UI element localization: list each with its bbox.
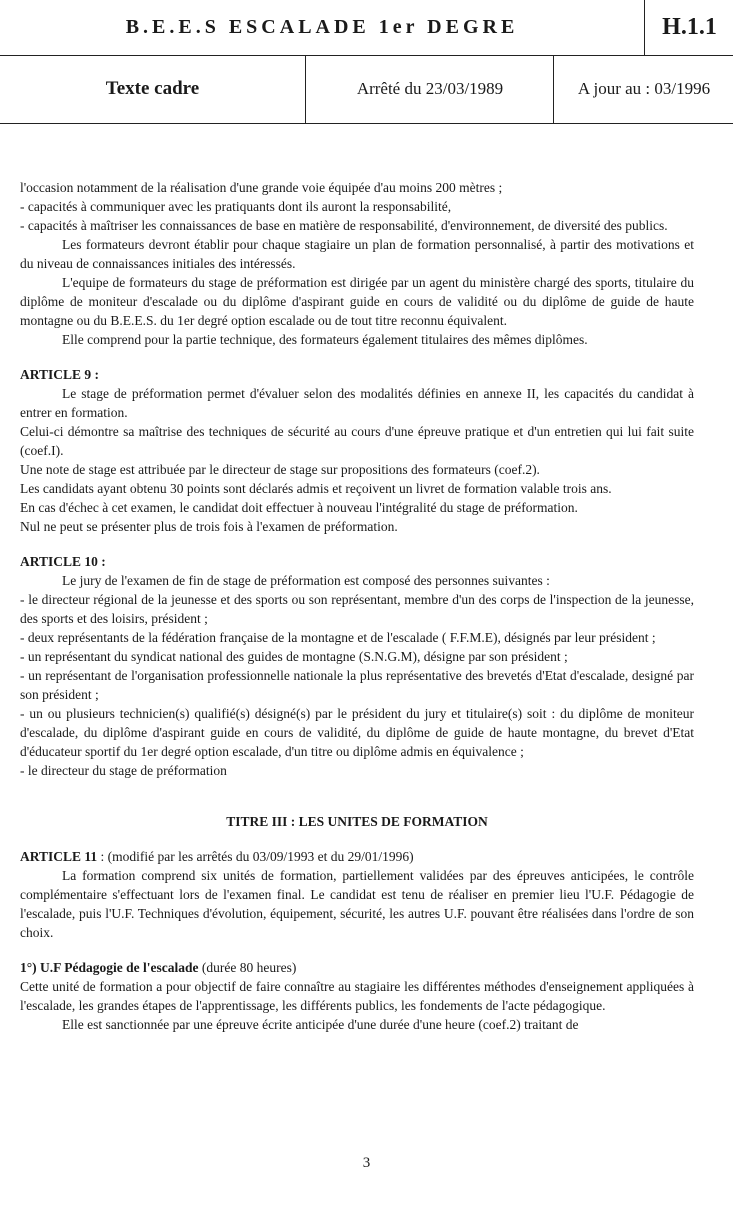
page-number: 3 [362, 1155, 371, 1171]
list-item: - le directeur régional de la jeunesse et des sports ou son représentant, membre d'un des corps de l'inspection de la jeunesse, des sports et des loisirs, président ; [20, 592, 694, 626]
article-11-heading-line [20, 847, 694, 866]
paragraph: Cette unité de formation a pour objectif de faire connaître au stagiaire les différentes méthodes d'enseignement appliquées à l'escalade, les grandes étapes de l'apprentissage, les différents publics, les fondements de l'acte pédagogique. [20, 979, 694, 1013]
uf1-duration: (durée 80 heures) [198, 960, 297, 975]
arrete-date: Arrêté du 23/03/1989 [305, 55, 554, 123]
document-header [0, 0, 733, 124]
document-title: B.E.E.S ESCALADE 1er DEGRE [125, 16, 519, 38]
paragraph: Les candidats ayant obtenu 30 points sont déclarés admis et reçoivent un livret de formation valable trois ans. [20, 481, 612, 496]
list-item: - un représentant du syndicat national des guides de montagne (S.N.G.M), désigne par son président ; [20, 649, 568, 664]
paragraph: Les formateurs devront établir pour chaque stagiaire un plan de formation personnalisé, à partir des motivations et du niveau de connaissances initiales des intéressés. [20, 237, 694, 271]
list-item: - un représentant de l'organisation professionnelle nationale la plus représentative des brevetés d'Etat d'escalade, designé par son président ; [20, 668, 694, 702]
update-date: A jour au : 03/1996 [553, 55, 733, 123]
paragraph: L'equipe de formateurs du stage de préformation est dirigée par un agent du ministère chargé des sports, titulaire du diplôme de moniteur d'escalade ou du diplôme d'aspirant guide en cours de validité ou du diplôme de guide de haute montagne ou du B.E.E.S. du 1er degré option escalade ou de tout titre reconnu équivalent. [20, 275, 694, 328]
article-11-note: : (modifié par les arrêtés du 03/09/1993 et du 29/01/1996) [97, 849, 414, 864]
uf1-heading: 1°) U.F Pédagogie de l'escalade [20, 960, 199, 975]
header-bottom-row [0, 55, 733, 124]
header-top-row [0, 0, 733, 56]
paragraph: Elle est sanctionnée par une épreuve écrite anticipée d'une durée d'une heure (coef.2) traitant de [62, 1017, 579, 1032]
article-10-heading: ARTICLE 10 : [20, 554, 106, 569]
paragraph: Le stage de préformation permet d'évaluer selon des modalités définies en annexe II, les capacités du candidat à entrer en formation. [20, 386, 694, 420]
list-item: - le directeur du stage de préformation [20, 763, 227, 778]
document-body [20, 178, 694, 1034]
paragraph: Nul ne peut se présenter plus de trois fois à l'examen de préformation. [20, 519, 398, 534]
section-title: TITRE III : LES UNITES DE FORMATION [226, 814, 488, 829]
article-11-heading: ARTICLE 11 [20, 849, 98, 864]
paragraph: Celui-ci démontre sa maîtrise des techniques de sécurité au cours d'une épreuve pratique et d'un entretien qui lui fait suite (coef.I). [20, 424, 694, 458]
document-type: Texte cadre [105, 78, 200, 99]
paragraph: En cas d'échec à cet examen, le candidat doit effectuer à nouveau l'intégralité du stage de préformation. [20, 500, 578, 515]
uf1-heading-line [20, 958, 694, 977]
list-item: - un ou plusieurs technicien(s) qualifié(s) désigné(s) par le président du jury et titulaire(s) soit : du diplôme de moniteur d'escalade, du diplôme d'aspirant guide en cours de validité, du diplôme de guide de haute montagne, du brevet d'Etat d'éducateur sportif du 1er degré option escalade, d'un titre ou diplôme admis en équivalence ; [20, 706, 694, 759]
document-code: H.1.1 [644, 0, 733, 55]
article-9-heading: ARTICLE 9 : [20, 367, 100, 382]
paragraph: l'occasion notamment de la réalisation d'une grande voie équipée d'au moins 200 mètres ; [20, 180, 503, 195]
paragraph: Le jury de l'examen de fin de stage de préformation est composé des personnes suivantes : [62, 573, 550, 588]
paragraph: - capacités à communiquer avec les pratiquants dont ils auront la responsabilité, [20, 199, 452, 214]
paragraph: Une note de stage est attribuée par le directeur de stage sur propositions des formateurs (coef.2). [20, 462, 540, 477]
paragraph: La formation comprend six unités de formation, partiellement validées par des épreuves anticipées, le contrôle complémentaire s'effectuant lors de l'examen final. Le candidat est tenu de réaliser en premier lieu l'U.F. Pédagogie de l'escalade, puis l'U.F. Techniques d'évolution, équipement, sécurité, les autres U.F. pouvant être réalisées dans l'ordre de son choix. [20, 868, 694, 940]
paragraph: Elle comprend pour la partie technique, des formateurs également titulaires des mêmes diplômes. [62, 332, 588, 347]
paragraph: - capacités à maîtriser les connaissances de base en matière de responsabilité, d'environnement, de diversité des publics. [20, 218, 668, 233]
list-item: - deux représentants de la fédération française de la montagne et de l'escalade ( F.F.M.E), désignés par leur président ; [20, 630, 656, 645]
